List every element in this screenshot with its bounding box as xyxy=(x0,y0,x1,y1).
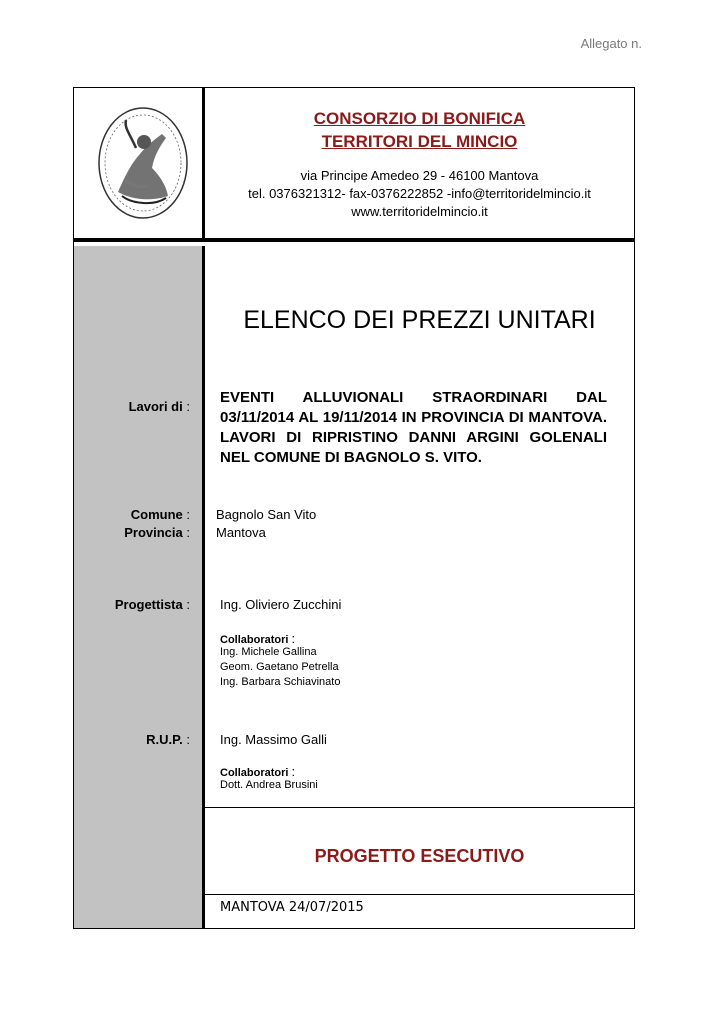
designer-collaborators-heading: Collaboratori : xyxy=(220,631,296,646)
document-title: ELENCO DEI PREZZI UNITARI xyxy=(243,306,596,334)
works-description: EVENTI ALLUVIONALI STRAORDINARI DAL 03/11/2014 AL 19/11/2014 IN PROVINCIA DI MANTOVA. LAVORI DI RIPRISTINO DANNI ARGINI GOLENALI NEL COMUNE DI BAGNOLO S. VITO. xyxy=(220,389,607,466)
attachment-label: Allegato n. xyxy=(580,36,642,51)
collaborator-name: Geom. Gaetano Petrella xyxy=(220,661,339,673)
works-label: Lavori di : xyxy=(128,399,190,414)
province-value: Mantova xyxy=(216,525,266,540)
collaborator-name: Dott. Andrea Brusini xyxy=(220,779,318,791)
collaborator-name: Ing. Barbara Schiavinato xyxy=(220,676,341,688)
consortium-seal-logo xyxy=(96,104,190,222)
rup-value: Ing. Massimo Galli xyxy=(220,732,327,747)
label-column xyxy=(74,246,202,928)
organization-name-line1: CONSORZIO DI BONIFICA xyxy=(313,109,526,128)
organization-website: www.territoridelmincio.it xyxy=(351,204,488,219)
document-frame xyxy=(73,87,635,929)
header xyxy=(74,88,634,242)
designer-value: Ing. Oliviero Zucchini xyxy=(220,597,342,612)
municipality-label: Comune : xyxy=(130,507,190,522)
section-divider xyxy=(205,807,634,808)
header-divider xyxy=(202,88,205,238)
rup-collaborators-heading: Collaboratori : xyxy=(220,764,296,779)
designer-label: Progettista : xyxy=(114,597,190,612)
organization-phone: tel. 0376321312- fax-0376222852 -info@territoridelmincio.it xyxy=(248,186,591,201)
section-divider xyxy=(205,894,634,895)
organization-address: via Principe Amedeo 29 - 46100 Mantova xyxy=(300,168,539,183)
column-divider xyxy=(202,246,205,928)
province-label: Provincia : xyxy=(124,525,190,540)
municipality-value: Bagnolo San Vito xyxy=(216,507,317,522)
organization-name-line2: TERRITORI DEL MINCIO xyxy=(321,132,518,151)
collaborator-name: Ing. Michele Gallina xyxy=(220,646,317,658)
project-phase: PROGETTO ESECUTIVO xyxy=(314,846,525,866)
place-date: MANTOVA 24/07/2015 xyxy=(220,900,364,915)
rup-label: R.U.P. : xyxy=(146,732,190,747)
